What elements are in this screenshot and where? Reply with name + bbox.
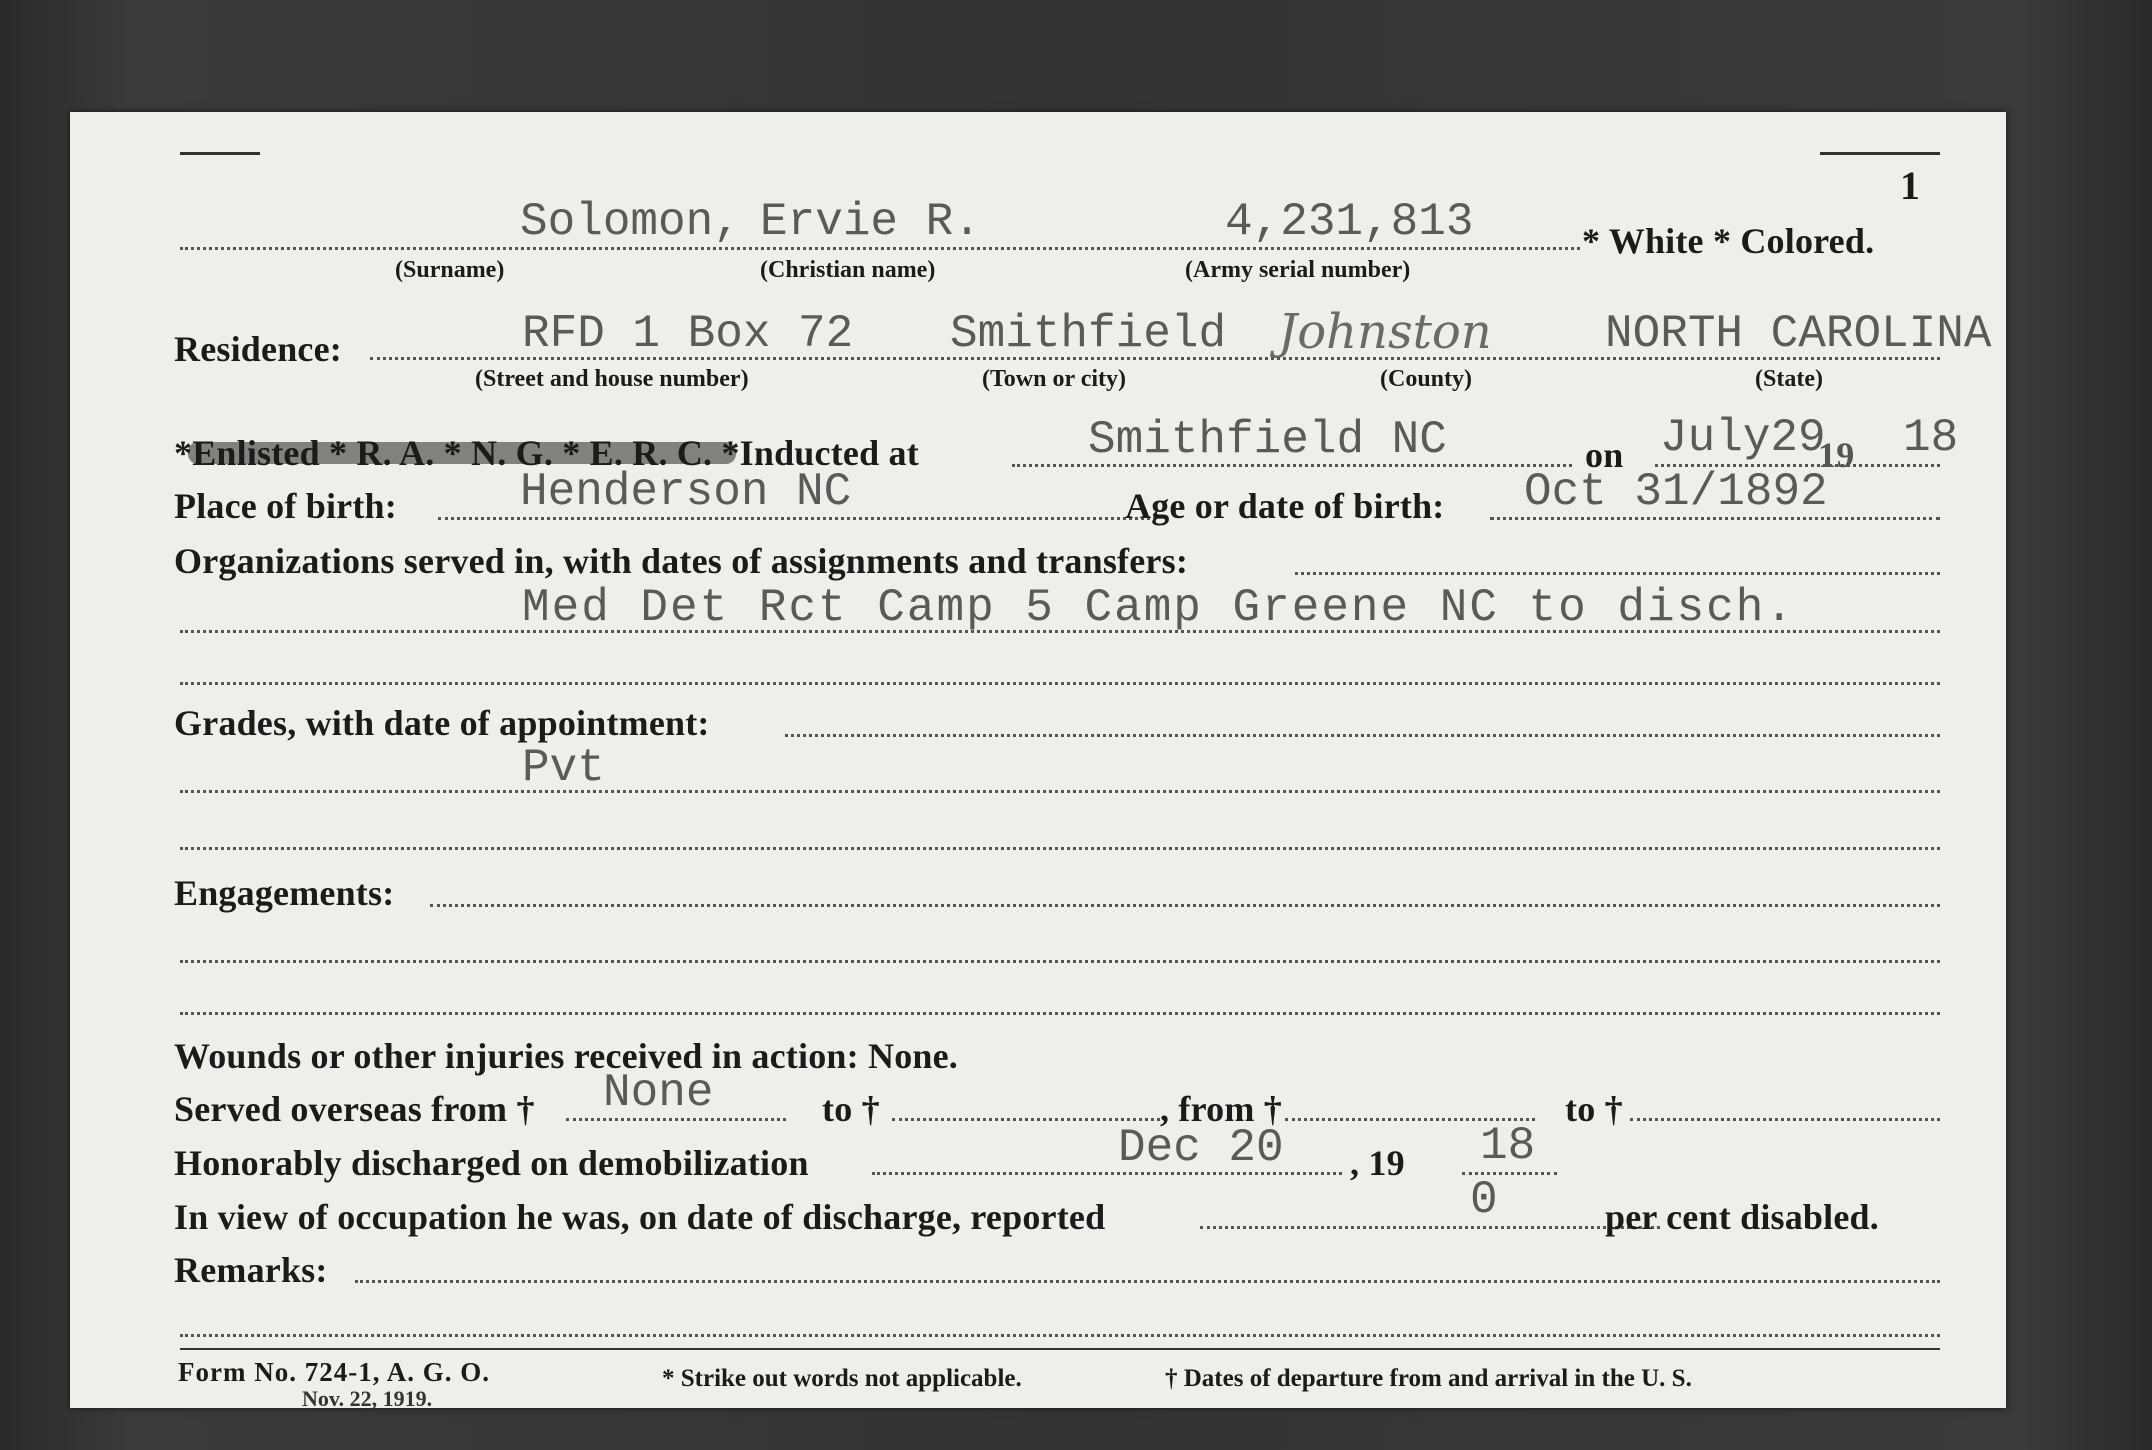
overseas-to2-label: to †	[1565, 1089, 1623, 1129]
discharge-year-prefix: , 19	[1350, 1143, 1405, 1183]
grades-line-2	[180, 790, 1940, 793]
race-options: * White * Colored.	[1582, 221, 1875, 261]
footer-rule	[180, 1348, 1940, 1350]
discharge-date-value: Dec 20	[1118, 1122, 1284, 1174]
form-date: Nov. 22, 1919.	[302, 1386, 433, 1411]
discharged-label: Honorably discharged on demobilization	[174, 1143, 809, 1183]
footnote-strike-out: * Strike out words not applicable.	[662, 1365, 1022, 1392]
residence-line	[370, 357, 1940, 360]
service-record-card	[70, 112, 2006, 1411]
overseas-from-value: None	[603, 1067, 714, 1119]
inducted-year-value: 18	[1903, 412, 1959, 464]
discharge-date-line	[872, 1172, 1342, 1175]
surname-value: Solomon,	[520, 196, 741, 248]
engagements-label: Engagements:	[174, 873, 395, 913]
disability-line	[1200, 1226, 1660, 1229]
footnote-dates: † Dates of departure from and arrival in the U. S.	[1165, 1365, 1692, 1392]
serial-number-value: 4,231,813	[1225, 196, 1474, 248]
surname-caption: (Surname)	[395, 257, 505, 283]
remarks-line-1	[355, 1280, 1940, 1283]
overseas-to2-line	[1630, 1118, 1940, 1121]
grades-line-1	[785, 734, 1940, 737]
state-value: NORTH CAROLINA	[1605, 308, 1992, 360]
birth-date-label: Age or date of birth:	[1125, 486, 1445, 526]
disabled-label: per cent disabled.	[1605, 1197, 1879, 1237]
engagements-line-2	[180, 960, 1940, 963]
overseas-from-line	[566, 1118, 786, 1121]
organizations-line-3	[180, 682, 1940, 685]
street-value: RFD 1 Box 72	[522, 308, 854, 360]
birth-place-value: Henderson NC	[520, 466, 852, 518]
organizations-line-2	[180, 630, 1940, 633]
top-right-rule	[1820, 152, 1940, 155]
engagements-line-3	[180, 1012, 1940, 1015]
inducted-year-prefix: 19	[1818, 435, 1855, 475]
disability-value: 0	[1470, 1174, 1498, 1226]
christian-name-caption: (Christian name)	[760, 257, 936, 283]
birth-place-label: Place of birth:	[174, 486, 397, 526]
inducted-at-line	[1012, 464, 1572, 467]
occupation-label: In view of occupation he was, on date of discharge, reported	[174, 1197, 1106, 1237]
christian-name-value: Ervie R.	[760, 196, 981, 248]
birth-date-value: Oct 31/1892	[1524, 466, 1828, 518]
discharge-year-value: 18	[1480, 1120, 1536, 1172]
top-left-rule	[180, 152, 260, 155]
grades-line-3	[180, 847, 1940, 850]
inducted-at-value: Smithfield NC	[1088, 414, 1447, 466]
form-number: Form No. 724-1, A. G. O.	[178, 1357, 490, 1387]
overseas-from2-label: , from †	[1160, 1089, 1282, 1129]
town-value: Smithfield	[950, 308, 1227, 360]
street-caption: (Street and house number)	[475, 366, 749, 392]
organizations-line-1	[1295, 572, 1940, 575]
county-value: Johnston	[1278, 304, 1492, 360]
organizations-label: Organizations served in, with dates of assignments and transfers:	[174, 541, 1189, 581]
grades-label: Grades, with date of appointment:	[174, 703, 710, 743]
birth-place-line	[438, 517, 1156, 520]
birth-date-line	[1490, 517, 1940, 520]
state-caption: (State)	[1755, 366, 1823, 392]
on-label: on	[1585, 435, 1624, 475]
organizations-value: Med Det Rct Camp 5 Camp Greene NC to disch.	[522, 582, 1795, 634]
remarks-label: Remarks:	[174, 1250, 328, 1290]
county-caption: (County)	[1380, 366, 1473, 392]
enlisted-inducted-label: *Enlisted * R. A. * N. G. * E. R. C. *Inducted at	[174, 433, 919, 473]
overseas-to-line	[892, 1118, 1160, 1121]
overseas-label: Served overseas from †	[174, 1089, 535, 1129]
overseas-to-label: to †	[822, 1089, 880, 1129]
residence-label: Residence:	[174, 329, 342, 369]
name-line	[180, 247, 1580, 250]
wounds-text: Wounds or other injuries received in action: None.	[174, 1036, 958, 1076]
serial-caption: (Army serial number)	[1185, 257, 1411, 283]
card-number: 1	[1900, 163, 1921, 208]
grades-value: Pvt	[522, 742, 605, 794]
town-caption: (Town or city)	[982, 366, 1126, 392]
remarks-line-2	[180, 1334, 1940, 1337]
engagements-line-1	[430, 904, 1940, 907]
inducted-date-value: July29	[1660, 412, 1826, 464]
